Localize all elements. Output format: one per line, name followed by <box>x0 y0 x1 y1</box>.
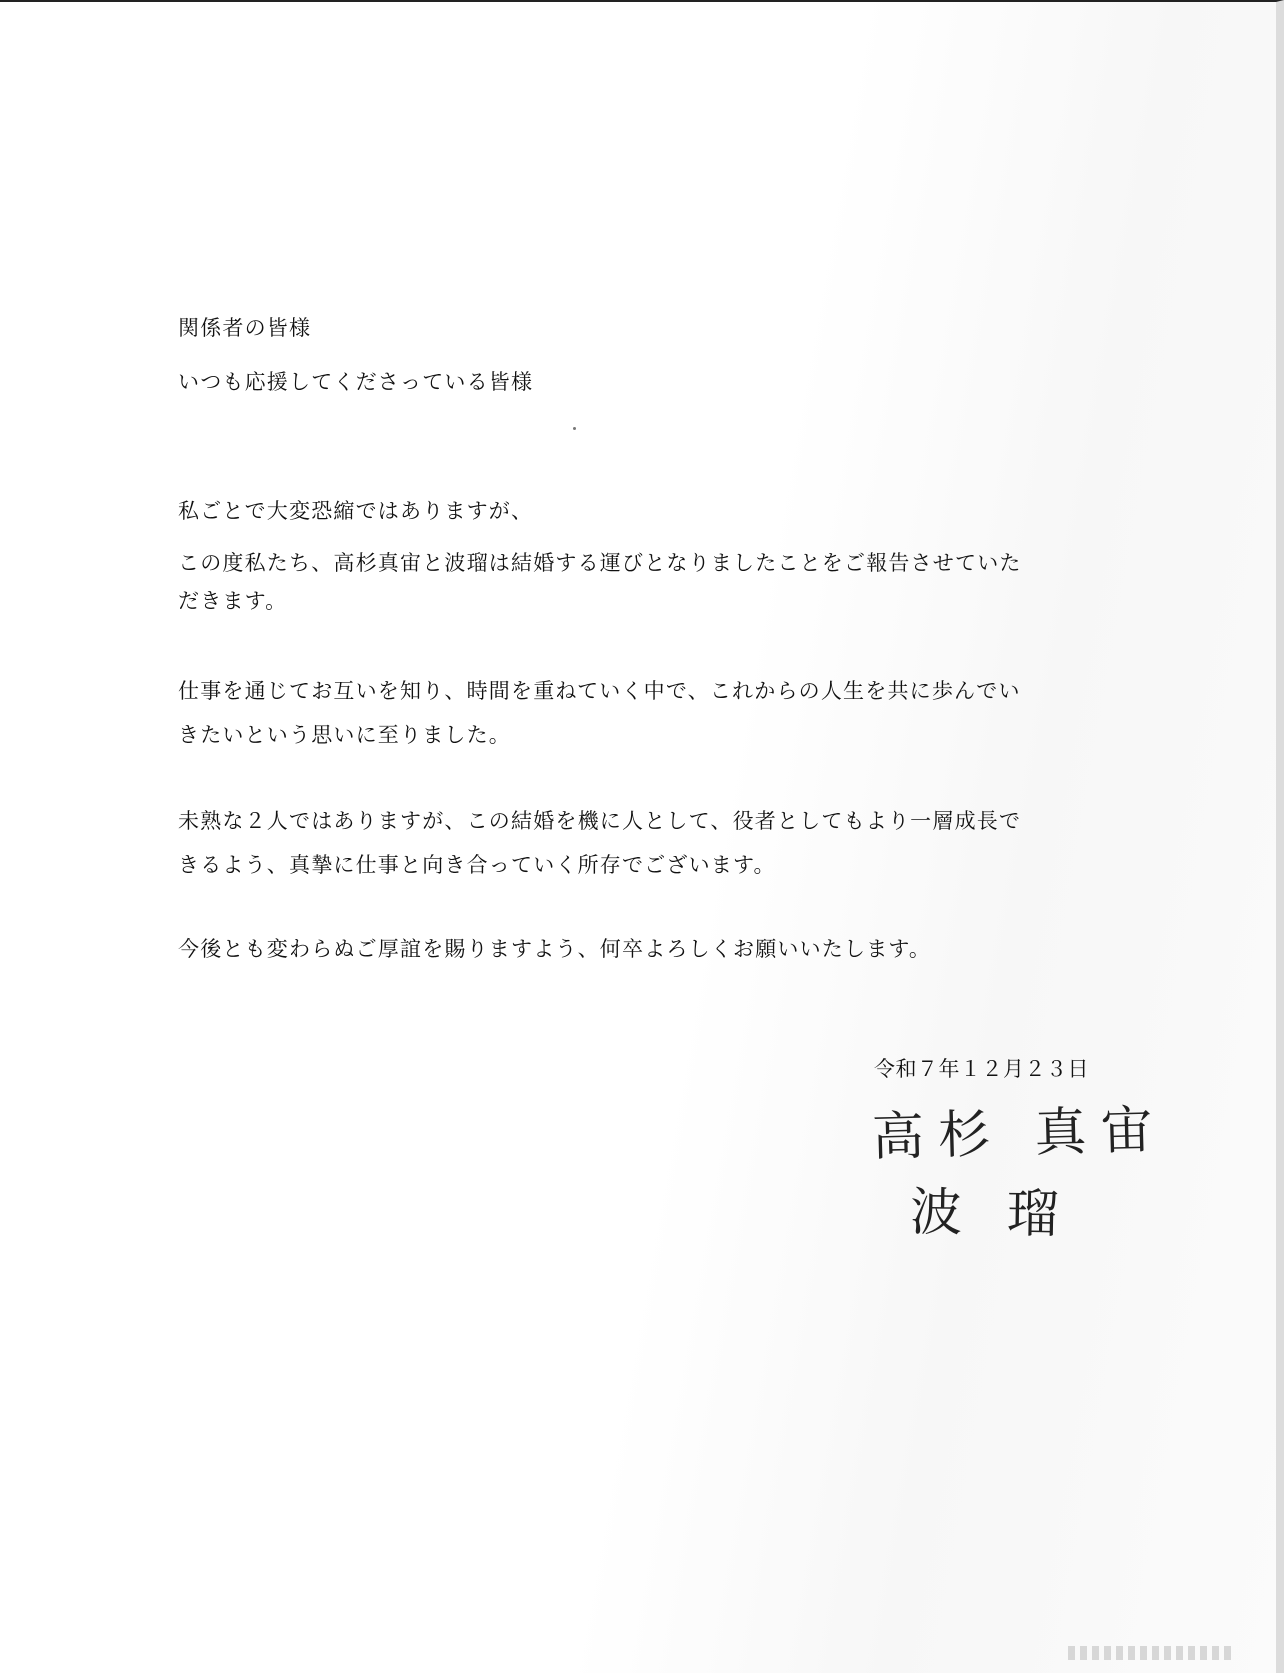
paragraph-2-line-1: 仕事を通じてお互いを知り、時間を重ねていく中で、これからの人生を共に歩んでい <box>178 679 1021 703</box>
letter-date: 令和７年１２月２３日 <box>874 1057 1089 1081</box>
signature-takasugi-mahiro: 高杉 真宙 <box>871 1100 1168 1168</box>
paragraph-4-line-1: 今後とも変わらぬご厚誼を賜りますよう、何卒よろしくお願いいたします。 <box>178 937 932 961</box>
paragraph-3-line-2: きるよう、真摯に仕事と向き合っていく所存でございます。 <box>178 853 776 877</box>
paragraph-3-line-1: 未熟な２人ではありますが、この結婚を機に人として、役者としてもより一層成長で <box>178 809 1022 833</box>
paragraph-1-line-1: 私ごとで大変恐縮ではありますが、 <box>178 499 534 523</box>
paragraph-1-line-3: だきます。 <box>178 589 288 613</box>
paragraph-1-line-2: この度私たち、高杉真宙と波瑠は結婚する運びとなりましたことをご報告させていた <box>178 551 1022 575</box>
watermark <box>1068 1645 1258 1663</box>
salutation-supporters: いつも応援してくださっている皆様 <box>178 370 534 394</box>
paragraph-2-line-2: きたいという思いに至りました。 <box>178 723 511 747</box>
salutation-stakeholders: 関係者の皆様 <box>178 316 312 340</box>
signature-haru: 波 瑠 <box>909 1182 1074 1246</box>
separator-dot <box>573 427 576 430</box>
